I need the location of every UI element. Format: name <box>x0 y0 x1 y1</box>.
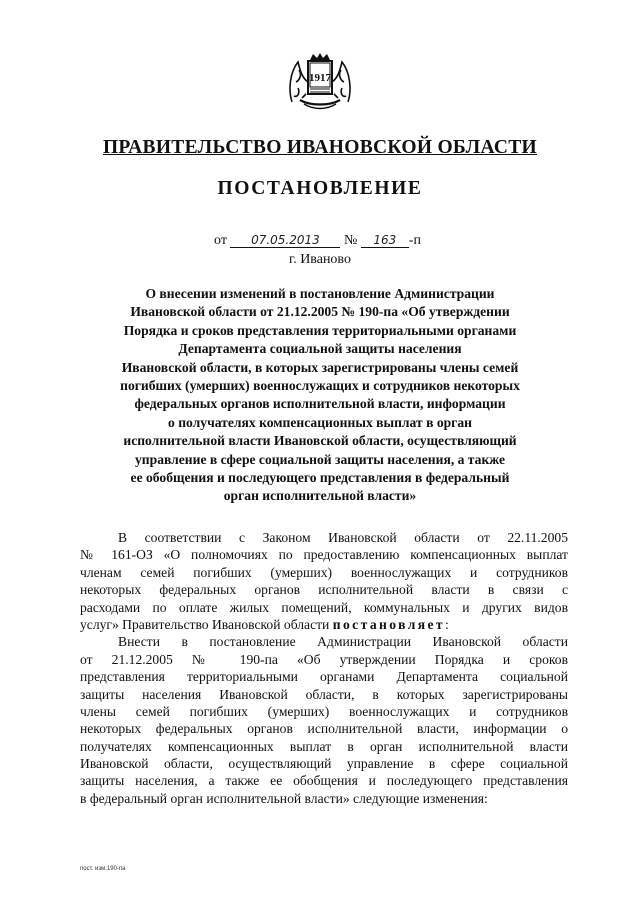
date-value: 07.05.2013 <box>230 233 340 248</box>
subject-line: о получателях компенсационных выплат в орган <box>168 414 472 430</box>
document-type: ПОСТАНОВЛЕНИЕ <box>217 178 423 199</box>
subject-heading <box>80 285 560 506</box>
body-line: получателях компенсационных выплат в орган исполнительной власти <box>80 738 568 754</box>
body-line: от 21.12.2005 № 190-па «Об утверждении Порядка и сроков <box>80 651 568 667</box>
body-line: № 161-ОЗ «О полномочиях по предоставлению компенсационных выплат <box>80 547 568 563</box>
subject-line: О внесении изменений в постановление Администрации <box>145 286 495 301</box>
subject-line: орган исполнительной власти» <box>223 488 417 504</box>
body-line: защиты населения Ивановской области, в которых зарегистрированы <box>80 686 568 702</box>
subject-line: Ивановской области, в которых зарегистрированы члены семей <box>121 359 519 375</box>
body-line: члены семей погибших (умерших) военнослужащих и сотрудников <box>80 703 568 719</box>
document-body <box>80 529 568 807</box>
subject-line: ее обобщения и последующего представления в федеральный <box>130 470 510 486</box>
city: г. Иваново <box>289 252 351 267</box>
body-line: защиты населения, а также ее обобщения и последующего представления <box>80 773 568 789</box>
body-line: расходами по оплате жилых помещений, коммунальных и других видов <box>80 599 568 615</box>
subject-line: исполнительной власти Ивановской области, осуществляющий <box>123 433 517 449</box>
resolves-keyword: постановляет <box>332 616 445 632</box>
body-line: В соответствии с Законом Ивановской области от 22.11.2005 <box>118 530 568 545</box>
body-line <box>80 616 568 633</box>
subject-line: Порядка и сроков представления территориальными органами <box>123 322 517 338</box>
subject-line: управление в сфере социальной защиты населения, а также <box>135 451 505 467</box>
subject-line: Ивановской области от 21.12.2005 № 190-па «Об утверждении <box>130 304 510 320</box>
body-line: в федеральный орган исполнительной власти» следующие изменения: <box>80 790 488 806</box>
subject-line: погибших (умерших) военнослужащих и сотрудников некоторых <box>120 378 520 394</box>
body-line: Внести в постановление Администрации Ивановской области <box>118 634 568 650</box>
emblem-text: 1917 <box>309 72 331 84</box>
number-sign: № <box>343 233 358 248</box>
paragraph-amendment <box>80 633 568 807</box>
date-number-line <box>214 233 421 249</box>
body-line: представления территориальными органами Департамента социальной <box>80 669 568 685</box>
body-line: членам семей погибших (умерших) военнослужащих и сотрудников <box>80 564 568 580</box>
body-line: Ивановской области, осуществляющий управление в сфере социальной <box>80 756 568 772</box>
body-line: некоторых федеральных органов исполнительной власти, информации о <box>80 721 568 737</box>
coat-of-arms-emblem <box>286 52 354 112</box>
file-reference: пост. изм.190-па <box>80 866 126 872</box>
paragraph-preamble <box>80 529 568 633</box>
subject-line: Департамента социальной защиты населения <box>178 341 462 357</box>
colon: : <box>445 616 449 632</box>
number-suffix: -п <box>408 233 421 248</box>
body-text: услуг» Правительство Ивановской области <box>80 616 330 632</box>
subject-line: федеральных органов исполнительной власти, информации <box>134 396 506 412</box>
number-value: 163 <box>361 233 409 248</box>
government-title: ПРАВИТЕЛЬСТВО ИВАНОВСКОЙ ОБЛАСТИ <box>102 137 538 158</box>
body-line: некоторых федеральных органов исполнительной власти в связи с <box>80 582 568 598</box>
date-prefix: от <box>214 233 227 248</box>
